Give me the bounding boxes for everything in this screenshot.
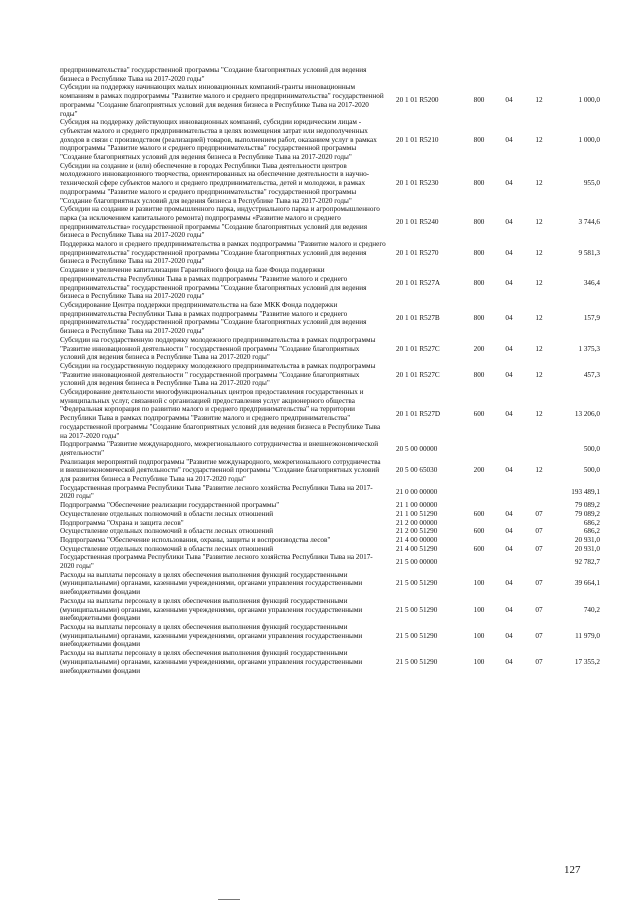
row-subsection bbox=[524, 484, 554, 501]
row-expense-type: 800 bbox=[473, 314, 485, 323]
row-expense-type: 800 bbox=[473, 218, 485, 227]
table-row bbox=[60, 649, 600, 675]
row-target-code: 20 1 01 R527А bbox=[396, 279, 441, 288]
row-section: 04 bbox=[505, 527, 513, 536]
row-target-code: 20 1 01 R5200 bbox=[396, 96, 439, 105]
row-expense-type bbox=[464, 501, 494, 510]
row-section: 04 bbox=[505, 605, 513, 614]
row-target-code bbox=[392, 66, 464, 83]
table-row bbox=[60, 266, 600, 301]
row-section: 04 bbox=[505, 409, 513, 418]
row-subsection: 12 bbox=[535, 370, 543, 379]
table-row bbox=[60, 623, 600, 649]
table-row bbox=[60, 388, 600, 440]
row-name: Государственная программа Республики Тыва "Развитие лесного хозяйства Республики Тыва на 2017-2020 годы" bbox=[60, 483, 373, 501]
row-subsection: 07 bbox=[535, 605, 543, 614]
row-section: 04 bbox=[505, 544, 513, 553]
table-row bbox=[60, 484, 600, 501]
row-target-code: 21 4 00 51290 bbox=[396, 544, 438, 553]
row-subsection bbox=[524, 536, 554, 545]
table-row bbox=[60, 83, 600, 118]
row-subsection bbox=[524, 519, 554, 528]
scan-artifact bbox=[218, 899, 240, 900]
row-section: 04 bbox=[505, 179, 513, 188]
row-section bbox=[494, 536, 524, 545]
row-name: Осуществление отдельных полномочий в области лесных отношений bbox=[60, 544, 274, 553]
row-amount: 193 489,1 bbox=[571, 488, 600, 497]
row-expense-type: 800 bbox=[473, 179, 485, 188]
row-name: Расходы на выплаты персоналу в целях обеспечения выполнения функций государственными (муниципальными) органами, казенными учреждениями, органами управления государственными внебюджетными фондами bbox=[60, 570, 363, 597]
row-target-code: 21 1 00 00000 bbox=[396, 501, 438, 510]
row-target-code: 21 5 00 00000 bbox=[396, 557, 438, 566]
row-subsection: 12 bbox=[535, 96, 543, 105]
table-row bbox=[60, 545, 600, 554]
row-subsection bbox=[524, 501, 554, 510]
row-amount: 92 782,7 bbox=[574, 557, 600, 566]
row-expense-type bbox=[464, 484, 494, 501]
table-row bbox=[60, 527, 600, 536]
row-target-code: 20 1 01 R527С bbox=[396, 344, 440, 353]
row-target-code: 20 1 01 R5270 bbox=[396, 248, 439, 257]
row-amount: 500,0 bbox=[583, 444, 600, 453]
row-expense-type: 600 bbox=[473, 527, 485, 536]
row-subsection: 12 bbox=[535, 135, 543, 144]
row-amount: 346,4 bbox=[583, 279, 600, 288]
table-row bbox=[60, 519, 600, 528]
row-section: 04 bbox=[505, 248, 513, 257]
row-section: 04 bbox=[505, 466, 513, 475]
row-section: 04 bbox=[505, 314, 513, 323]
row-amount: 20 931,0 bbox=[574, 535, 600, 544]
row-amount: 11 979,0 bbox=[575, 631, 600, 640]
row-name: Субсидии на поддержку начинающих малых инновационных компаний-гранты инновационным компаниям в рамках подпрограммы "Развитие малого и среднего предпринимательства" государственной программы "Создание благоприятных условий для ведения бизнеса в Республике Тыва на 2017-2020 годы" bbox=[60, 83, 384, 118]
row-name: Подпрограмма "Охрана и защита лесов" bbox=[60, 518, 184, 527]
row-target-code: 20 5 00 65030 bbox=[396, 466, 438, 475]
row-subsection: 07 bbox=[535, 631, 543, 640]
row-section bbox=[494, 501, 524, 510]
row-expense-type: 800 bbox=[473, 135, 485, 144]
row-section: 04 bbox=[505, 218, 513, 227]
row-subsection: 12 bbox=[535, 248, 543, 257]
row-target-code: 20 5 00 00000 bbox=[396, 444, 438, 453]
row-section bbox=[494, 484, 524, 501]
row-expense-type: 200 bbox=[473, 344, 485, 353]
table-row bbox=[60, 118, 600, 162]
row-name: Субсидии на создание и развитие промышленного парка, индустриального парка и агропромышленного парка (за исключением капитального ремонта) подпрограммы «Развитие малого и среднего предпринимательства» государственной программы "Создание благоприятных условий для ведения бизнеса в Республике Тыва на 2017-2020 годы" bbox=[60, 205, 380, 240]
row-expense-type bbox=[464, 440, 494, 457]
row-expense-type: 800 bbox=[473, 248, 485, 257]
table-row bbox=[60, 553, 600, 570]
row-subsection bbox=[524, 440, 554, 457]
table-row bbox=[60, 240, 600, 266]
row-subsection: 07 bbox=[535, 509, 543, 518]
row-name: Субсидии на государственную поддержку молодежного предпринимательства в рамках подпрограммы "Развитие инновационной деятельности " государственной программы "Создание благоприятных условий для ведения бизнеса в Республике Тыва на 2017-2020 годы" bbox=[60, 335, 376, 362]
row-subsection: 12 bbox=[535, 279, 543, 288]
row-target-code: 21 5 00 51290 bbox=[396, 657, 438, 666]
row-name: Расходы на выплаты персоналу в целях обеспечения выполнения функций государственными (муниципальными) органами, казенными учреждениями, органами управления государственными внебюджетными фондами bbox=[60, 596, 363, 623]
row-expense-type: 800 bbox=[473, 96, 485, 105]
row-amount: 1 000,0 bbox=[578, 135, 600, 144]
table-row bbox=[60, 301, 600, 336]
row-section: 04 bbox=[505, 96, 513, 105]
row-amount: 457,3 bbox=[583, 370, 600, 379]
row-target-code: 20 1 01 R527В bbox=[396, 314, 440, 323]
row-amount: 20 931,0 bbox=[574, 544, 600, 553]
row-subsection: 12 bbox=[535, 466, 543, 475]
row-amount: 686,2 bbox=[583, 527, 600, 536]
row-name: Реализация мероприятий подпрограммы "Развитие международного, межрегионального сотрудничества и внешнеэкономической деятельности" государственной программы "Создание благоприятных условий для развития бизнеса в Республике Тыва на 2017-2020 годы" bbox=[60, 457, 381, 484]
row-amount: 157,9 bbox=[583, 314, 600, 323]
row-amount: 3 744,6 bbox=[578, 218, 600, 227]
row-name: Субсидии на создание и (или) обеспечение в городах Республики Тыва деятельности центров молодежного инновационного творчества, ориентированных на обеспечение деятельности в научно-технической сфере субъектов малого и среднего предпринимательства, детей и молодежи, в рамках подпрограммы "Развитие малого и среднего предпринимательства" государственной программы "Создание благоприятных условий для ведения бизнеса в Республике Тыва на 2017-2020 годы" bbox=[60, 161, 370, 205]
row-section bbox=[494, 440, 524, 457]
row-section bbox=[494, 66, 524, 83]
row-subsection bbox=[524, 66, 554, 83]
row-name: Субсидии на государственную поддержку молодежного предпринимательства в рамках подпрограммы "Развитие инновационной деятельности " государственной программы "Создание благоприятных условий для ведения бизнеса в Республике Тыва на 2017-2020 годы" bbox=[60, 361, 376, 388]
row-target-code: 20 1 01 R5230 bbox=[396, 179, 439, 188]
budget-table bbox=[60, 66, 600, 675]
row-target-code: 20 1 01 R527С bbox=[396, 370, 440, 379]
row-subsection: 07 bbox=[535, 544, 543, 553]
row-amount: 955,0 bbox=[583, 179, 600, 188]
row-subsection: 07 bbox=[535, 527, 543, 536]
row-expense-type: 100 bbox=[473, 631, 485, 640]
row-section: 04 bbox=[505, 579, 513, 588]
row-target-code: 21 5 00 51290 bbox=[396, 579, 438, 588]
row-name: Подпрограмма "Обеспечение реализации государственной программы" bbox=[60, 501, 280, 510]
row-target-code: 21 1 00 51290 bbox=[396, 509, 438, 518]
budget-table-body bbox=[60, 66, 600, 675]
row-amount: 13 206,0 bbox=[574, 409, 600, 418]
row-expense-type: 800 bbox=[473, 370, 485, 379]
row-expense-type: 800 bbox=[473, 279, 485, 288]
row-section: 04 bbox=[505, 370, 513, 379]
row-name: Субсидирование деятельности многофункциональных центров предоставления государственных и муниципальных услуг, связанной с организацией предоставления услуг акционерного общества "Федеральная корпорация по развитию малого и среднего предпринимательства" на территории Республики Тыва в рамках подпрограммы "Развитие малого и среднего предпринимательства" государственной программы "Создание благоприятных условий для ведения бизнеса в Республике Тыва на 2017-2020 годы" bbox=[60, 388, 381, 440]
table-row bbox=[60, 162, 600, 206]
row-subsection: 12 bbox=[535, 409, 543, 418]
table-row bbox=[60, 458, 600, 484]
table-row bbox=[60, 571, 600, 597]
row-target-code: 20 1 01 R527D bbox=[396, 409, 441, 418]
row-amount: 39 664,1 bbox=[574, 579, 600, 588]
row-target-code: 20 1 01 R5240 bbox=[396, 218, 439, 227]
row-name: Поддержка малого и среднего предпринимательства в рамках подпрограммы "Развитие малого и среднего предпринимательства" государственной программы "Создание благоприятных условий для ведения бизнеса в Республике Тыва на 2017-2020 годы" bbox=[60, 240, 386, 266]
row-section: 04 bbox=[505, 135, 513, 144]
row-section: 04 bbox=[505, 631, 513, 640]
page-number: 127 bbox=[564, 864, 581, 876]
table-row bbox=[60, 336, 600, 362]
row-target-code: 21 5 00 51290 bbox=[396, 605, 438, 614]
table-row bbox=[60, 501, 600, 510]
row-name: предпринимательства" государственной программы "Создание благоприятных условий для ведения бизнеса в Республике Тыва на 2017-2020 годы" bbox=[60, 66, 367, 83]
row-section: 04 bbox=[505, 279, 513, 288]
row-expense-type bbox=[464, 519, 494, 528]
row-expense-type bbox=[464, 66, 494, 83]
row-subsection: 07 bbox=[535, 657, 543, 666]
table-row bbox=[60, 66, 600, 83]
row-section: 04 bbox=[505, 344, 513, 353]
row-target-code: 21 0 00 00000 bbox=[396, 488, 438, 497]
row-target-code: 21 5 00 51290 bbox=[396, 631, 438, 640]
row-amount: 17 355,2 bbox=[574, 657, 600, 666]
row-name: Осуществление отдельных полномочий в области лесных отношений bbox=[60, 509, 274, 518]
row-target-code: 21 2 00 00000 bbox=[396, 518, 438, 527]
table-row bbox=[60, 440, 600, 457]
row-target-code: 20 1 01 R5210 bbox=[396, 135, 439, 144]
row-name: Подпрограмма "Обеспечение использования, охраны, защиты и воспроизводства лесов" bbox=[60, 535, 331, 544]
row-amount: 500,0 bbox=[583, 466, 600, 475]
row-section: 04 bbox=[505, 657, 513, 666]
row-amount: 79 089,2 bbox=[574, 509, 600, 518]
row-expense-type: 600 bbox=[473, 544, 485, 553]
row-name: Расходы на выплаты персоналу в целях обеспечения выполнения функций государственными (муниципальными) органами, казенными учреждениями, органами управления государственными внебюджетными фондами bbox=[60, 649, 363, 675]
row-expense-type: 100 bbox=[473, 605, 485, 614]
row-name: Создание и увеличение капитализации Гарантийного фонда на базе Фонда поддержки предпринимательства Республики Тыва в рамках подпрограммы "Развитие малого и среднего предпринимательства" государственной программы "Создание благоприятных условий для ведения бизнеса в Республике Тыва на 2017-2020 годы" bbox=[60, 266, 367, 301]
row-target-code: 21 2 00 51290 bbox=[396, 527, 438, 536]
row-name: Осуществление отдельных полномочий в области лесных отношений bbox=[60, 527, 274, 536]
table-row bbox=[60, 597, 600, 623]
table-row bbox=[60, 362, 600, 388]
row-expense-type: 100 bbox=[473, 579, 485, 588]
row-section: 04 bbox=[505, 509, 513, 518]
row-subsection: 12 bbox=[535, 179, 543, 188]
table-row bbox=[60, 510, 600, 519]
row-subsection bbox=[524, 553, 554, 570]
row-expense-type bbox=[464, 536, 494, 545]
row-expense-type: 200 bbox=[473, 466, 485, 475]
row-name: Субсидия на поддержку действующих инновационных компаний, субсидии юридическим лицам - субъектам малого и среднего предпринимательства в целях возмещения затрат или недополученных доходов в связи с производством (реализацией) товаров, выполнением работ, оказанием услуг в рамках подпрограммы "Развитие малого и среднего предпринимательства" государственной программы "Создание благоприятных условий для ведения бизнеса в Республике Тыва на 2017-2020 годы" bbox=[60, 118, 377, 162]
row-expense-type: 100 bbox=[473, 657, 485, 666]
row-amount: 9 581,3 bbox=[578, 248, 600, 257]
row-subsection: 12 bbox=[535, 314, 543, 323]
row-name: Расходы на выплаты персоналу в целях обеспечения выполнения функций государственными (муниципальными) органами, казенными учреждениями, органами управления государственными внебюджетными фондами bbox=[60, 623, 363, 649]
table-row bbox=[60, 536, 600, 545]
row-amount: 79 089,2 bbox=[574, 501, 600, 510]
table-row bbox=[60, 205, 600, 240]
row-name: Субсидирование Центра поддержки предпринимательства на базе МКК Фонда поддержки предпринимательства Республики Тыва в рамках подпрограммы "Развитие малого и среднего предпринимательства" государственной программы "Создание благоприятных условий для ведения бизнеса в Республике Тыва на 2017-2020 годы" bbox=[60, 300, 367, 336]
row-section bbox=[494, 553, 524, 570]
row-target-code: 21 4 00 00000 bbox=[396, 535, 438, 544]
row-subsection: 12 bbox=[535, 344, 543, 353]
row-name: Государственная программа Республики Тыва "Развитие лесного хозяйства Республики Тыва на 2017-2020 годы" bbox=[60, 553, 373, 571]
row-subsection: 07 bbox=[535, 579, 543, 588]
row-name: Подпрограмма "Развитие международного, межрегионального сотрудничества и внешнеэкономической деятельности" bbox=[60, 440, 379, 457]
row-amount bbox=[554, 66, 600, 83]
row-expense-type bbox=[464, 553, 494, 570]
row-amount: 740,2 bbox=[583, 605, 600, 614]
row-amount: 1 000,0 bbox=[578, 96, 600, 105]
row-expense-type: 600 bbox=[473, 409, 485, 418]
row-section bbox=[494, 519, 524, 528]
row-amount: 686,2 bbox=[583, 518, 600, 527]
row-expense-type: 600 bbox=[473, 509, 485, 518]
row-amount: 1 375,3 bbox=[578, 344, 600, 353]
row-subsection: 12 bbox=[535, 218, 543, 227]
